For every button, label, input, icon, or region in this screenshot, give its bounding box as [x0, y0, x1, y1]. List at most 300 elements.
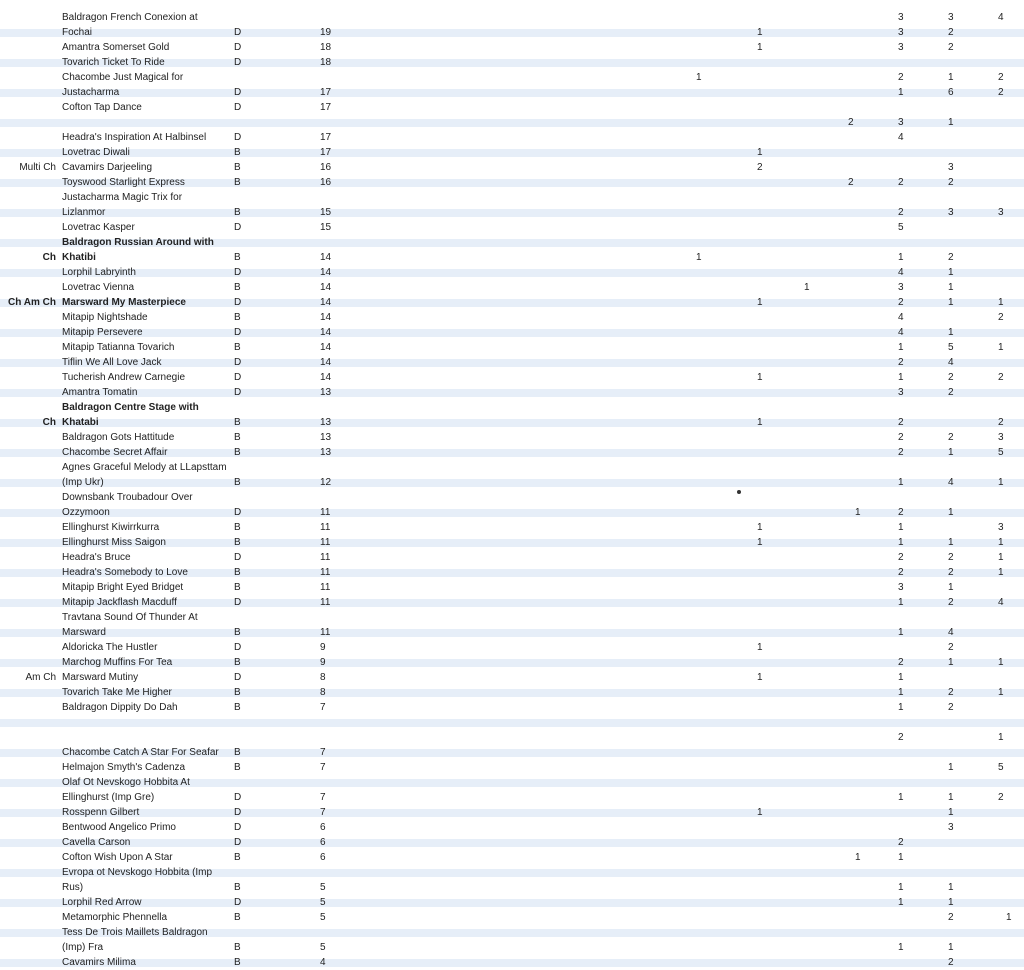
- table-row: [0, 190, 1024, 205]
- sex-cell: D: [234, 267, 242, 278]
- sex-cell: D: [234, 552, 242, 563]
- count-cell-c7: 2: [948, 552, 954, 563]
- count-cell-c7: 2: [948, 957, 954, 968]
- sex-cell: D: [234, 897, 242, 908]
- count-cell-c8: 1: [998, 567, 1004, 578]
- count-cell-c8: 2: [998, 72, 1004, 83]
- table-row: [0, 355, 1024, 370]
- count-cell-c6: 1: [898, 792, 904, 803]
- dog-name-cell: Amantra Somerset Gold: [62, 42, 170, 53]
- sex-cell: B: [234, 702, 241, 713]
- sex-cell: B: [234, 177, 241, 188]
- count-cell-c8: 1: [998, 342, 1004, 353]
- table-row: [0, 940, 1024, 955]
- points-cell: 7: [320, 747, 326, 758]
- count-cell-c6: 1: [898, 87, 904, 98]
- count-cell-c6: 1: [898, 372, 904, 383]
- dog-name-cell: Baldragon French Conexion at: [62, 12, 198, 23]
- count-cell-c6: 1: [898, 897, 904, 908]
- count-cell-c5: 1: [855, 852, 861, 863]
- dog-name-cell: Toyswood Starlight Express: [62, 177, 185, 188]
- table-row: [0, 670, 1024, 685]
- dog-name-cell: Marsward: [62, 627, 106, 638]
- table-row: [0, 700, 1024, 715]
- sex-cell: B: [234, 162, 241, 173]
- sex-cell: B: [234, 252, 241, 263]
- dog-name-cell: (Imp Ukr): [62, 477, 104, 488]
- count-cell-c6: 3: [898, 582, 904, 593]
- sex-cell: B: [234, 912, 241, 923]
- count-cell-c2: 1: [757, 807, 763, 818]
- dog-name-cell: Chacombe Secret Affair: [62, 447, 168, 458]
- sex-cell: B: [234, 312, 241, 323]
- table-row: [0, 175, 1024, 190]
- dog-name-cell: Ellinghurst Kiwirrkurra: [62, 522, 160, 533]
- points-cell: 17: [320, 87, 332, 98]
- table-row: [0, 865, 1024, 880]
- dog-name-cell: Justacharma Magic Trix for: [62, 192, 183, 203]
- count-cell-c6: 2: [898, 432, 904, 443]
- count-cell-c6: 1: [898, 852, 904, 863]
- table-row: [0, 490, 1024, 505]
- points-cell: 14: [320, 297, 332, 308]
- points-cell: 13: [320, 447, 332, 458]
- sex-cell: D: [234, 597, 242, 608]
- count-cell-c7: 1: [948, 282, 954, 293]
- count-cell-c6: 1: [898, 702, 904, 713]
- dog-name-cell: Mitapip Tatianna Tovarich: [62, 342, 175, 353]
- dog-name-cell: Tiflin We All Love Jack: [62, 357, 162, 368]
- table-row: [0, 160, 1024, 175]
- count-cell-c7: 2: [948, 42, 954, 53]
- points-cell: 16: [320, 162, 332, 173]
- count-cell-c6: 1: [898, 672, 904, 683]
- points-cell: 14: [320, 327, 332, 338]
- points-cell: 7: [320, 702, 326, 713]
- points-cell: 5: [320, 912, 326, 923]
- table-row: [0, 145, 1024, 160]
- count-cell-c2: 1: [757, 522, 763, 533]
- count-cell-c7: 2: [948, 702, 954, 713]
- dog-name-cell: Mitapip Bright Eyed Bridget: [62, 582, 184, 593]
- dog-name-cell: Marsward Mutiny: [62, 672, 139, 683]
- dog-name-cell: Aldoricka The Hustler: [62, 642, 158, 653]
- count-cell-c6: 3: [898, 12, 904, 23]
- count-cell-c6: 2: [898, 417, 904, 428]
- table-row: [0, 640, 1024, 655]
- count-cell-c7: 1: [948, 882, 954, 893]
- sex-cell: D: [234, 642, 242, 653]
- dog-name-cell: Headra's Bruce: [62, 552, 131, 563]
- sex-cell: D: [234, 132, 242, 143]
- points-cell: 5: [320, 942, 326, 953]
- count-cell-c7: 1: [948, 942, 954, 953]
- points-cell: 11: [320, 507, 331, 518]
- count-cell-c8: 1: [998, 477, 1004, 488]
- count-cell-c8: 3: [998, 207, 1004, 218]
- table-row: [0, 745, 1024, 760]
- count-cell-c6: 1: [898, 522, 904, 533]
- count-cell-c6: 2: [898, 177, 904, 188]
- sex-cell: D: [234, 807, 242, 818]
- count-cell-c7: 2: [948, 642, 954, 653]
- table-row: [0, 790, 1024, 805]
- count-cell-c6: 2: [898, 297, 904, 308]
- count-cell-c6: 5: [898, 222, 904, 233]
- table-row: [0, 115, 1024, 130]
- sex-cell: D: [234, 102, 242, 113]
- count-cell-c6: 1: [898, 477, 904, 488]
- count-cell-c7: 2: [948, 252, 954, 263]
- count-cell-c8: 5: [998, 447, 1004, 458]
- count-cell-c8: 5: [998, 762, 1004, 773]
- table-row: [0, 655, 1024, 670]
- sex-cell: B: [234, 147, 241, 158]
- dog-name-cell: Khatabi: [62, 417, 99, 428]
- count-cell-c6: 1: [898, 342, 904, 353]
- dog-name-cell: Mitapip Persevere: [62, 327, 143, 338]
- count-cell-c4: 2: [848, 177, 854, 188]
- count-cell-c6: 4: [898, 312, 904, 323]
- table-row: [0, 10, 1024, 25]
- count-cell-c4: 2: [848, 117, 854, 128]
- dog-name-cell: Lovetrac Kasper: [62, 222, 135, 233]
- count-cell-c6: 4: [898, 267, 904, 278]
- points-cell: 5: [320, 897, 326, 908]
- dog-name-cell: (Imp) Fra: [62, 942, 104, 953]
- table-row: [0, 310, 1024, 325]
- table-row: [0, 130, 1024, 145]
- award-title-cell: Multi Ch: [19, 162, 56, 173]
- dog-name-cell: Olaf Ot Nevskogo Hobbita At: [62, 777, 190, 788]
- count-cell-c8: 4: [998, 597, 1004, 608]
- count-cell-c6: 4: [898, 327, 904, 338]
- table-row: [0, 775, 1024, 790]
- points-cell: 12: [320, 477, 332, 488]
- dog-name-cell: Mitapip Jackflash Macduff: [62, 597, 177, 608]
- count-cell-c8: 1: [998, 297, 1004, 308]
- table-row: [0, 910, 1024, 925]
- table-row: [0, 595, 1024, 610]
- count-cell-c9: 1: [1006, 912, 1012, 923]
- count-cell-c6: 3: [898, 42, 904, 53]
- points-cell: 11: [320, 522, 331, 533]
- count-cell-c2: 1: [757, 537, 763, 548]
- count-cell-c7: 6: [948, 87, 954, 98]
- sex-cell: D: [234, 57, 242, 68]
- count-cell-c7: 1: [948, 507, 954, 518]
- table-row: [0, 295, 1024, 310]
- table-row: [0, 730, 1024, 745]
- count-cell-c6: 2: [898, 357, 904, 368]
- sex-cell: B: [234, 657, 241, 668]
- sex-cell: B: [234, 687, 241, 698]
- dog-name-cell: Bentwood Angelico Primo: [62, 822, 176, 833]
- count-cell-c7: 2: [948, 372, 954, 383]
- dog-name-cell: Baldragon Russian Around with: [62, 237, 214, 248]
- count-cell-c7: 5: [948, 342, 954, 353]
- count-cell-c8: 3: [998, 522, 1004, 533]
- count-cell-c3: 1: [804, 282, 810, 293]
- table-row: [0, 685, 1024, 700]
- dog-name-cell: Lorphil Red Arrow: [62, 897, 142, 908]
- points-cell: 19: [320, 27, 332, 38]
- count-cell-c7: 1: [948, 897, 954, 908]
- table-row: [0, 760, 1024, 775]
- points-cell: 14: [320, 372, 332, 383]
- points-cell: 17: [320, 147, 332, 158]
- dog-name-cell: Baldragon Dippity Do Dah: [62, 702, 178, 713]
- points-cell: 14: [320, 312, 332, 323]
- sex-cell: B: [234, 582, 241, 593]
- points-cell: 8: [320, 672, 326, 683]
- points-cell: 7: [320, 762, 326, 773]
- count-cell-c7: 3: [948, 207, 954, 218]
- table-row: [0, 460, 1024, 475]
- dog-name-cell: Justacharma: [62, 87, 120, 98]
- points-cell: 18: [320, 42, 332, 53]
- points-cell: 11: [320, 567, 331, 578]
- count-cell-c6: 2: [898, 657, 904, 668]
- count-cell-c7: 1: [948, 792, 954, 803]
- count-cell-c5: 1: [855, 507, 861, 518]
- count-cell-c6: 3: [898, 387, 904, 398]
- sex-cell: D: [234, 507, 242, 518]
- count-cell-c7: 1: [948, 327, 954, 338]
- sex-cell: B: [234, 342, 241, 353]
- count-cell-c2: 1: [757, 42, 763, 53]
- count-cell-c8: 3: [998, 432, 1004, 443]
- count-cell-c7: 3: [948, 12, 954, 23]
- count-cell-c8: 1: [998, 657, 1004, 668]
- count-cell-c7: 1: [948, 447, 954, 458]
- count-cell-c2: 1: [757, 147, 763, 158]
- count-cell-c7: 1: [948, 297, 954, 308]
- count-cell-c8: 4: [998, 12, 1004, 23]
- points-cell: 6: [320, 822, 326, 833]
- sex-cell: D: [234, 837, 242, 848]
- table-row: [0, 565, 1024, 580]
- sex-cell: B: [234, 882, 241, 893]
- table-row: [0, 205, 1024, 220]
- points-cell: 14: [320, 357, 332, 368]
- dog-name-cell: Amantra Tomatin: [62, 387, 138, 398]
- points-cell: 6: [320, 852, 326, 863]
- sex-cell: D: [234, 297, 242, 308]
- sex-cell: B: [234, 417, 241, 428]
- points-cell: 11: [320, 537, 331, 548]
- count-cell-c7: 4: [948, 357, 954, 368]
- dog-name-cell: Khatibi: [62, 252, 96, 263]
- dog-name-cell: Tovarich Ticket To Ride: [62, 57, 165, 68]
- table-row: [0, 505, 1024, 520]
- points-cell: 13: [320, 387, 332, 398]
- dog-name-cell: Cofton Tap Dance: [62, 102, 142, 113]
- count-cell-c6: 3: [898, 117, 904, 128]
- count-cell-c8: 2: [998, 372, 1004, 383]
- points-cell: 16: [320, 177, 332, 188]
- count-cell-c2: 1: [757, 27, 763, 38]
- count-cell-c7: 1: [948, 267, 954, 278]
- sex-cell: B: [234, 627, 241, 638]
- dog-name-cell: Rosspenn Gilbert: [62, 807, 140, 818]
- table-row: [0, 580, 1024, 595]
- dog-name-cell: Mitapip Nightshade: [62, 312, 148, 323]
- sex-cell: B: [234, 567, 241, 578]
- points-cell: 15: [320, 207, 332, 218]
- dog-name-cell: Ellinghurst Miss Saigon: [62, 537, 166, 548]
- count-cell-c2: 1: [757, 642, 763, 653]
- points-cell: 17: [320, 132, 332, 143]
- count-cell-c6: 1: [898, 597, 904, 608]
- sex-cell: D: [234, 672, 242, 683]
- dog-name-cell: Tucherish Andrew Carnegie: [62, 372, 186, 383]
- points-cell: 14: [320, 267, 332, 278]
- count-cell-c2: 1: [757, 672, 763, 683]
- points-cell: 11: [320, 582, 331, 593]
- table-row: [0, 475, 1024, 490]
- dog-name-cell: Lizlanmor: [62, 207, 106, 218]
- count-cell-c1: 1: [696, 72, 702, 83]
- count-cell-c6: 2: [898, 567, 904, 578]
- points-cell: 17: [320, 102, 332, 113]
- dog-name-cell: Helmajon Smyth's Cadenza: [62, 762, 186, 773]
- count-cell-c8: 2: [998, 87, 1004, 98]
- sex-cell: B: [234, 747, 241, 758]
- count-cell-c7: 2: [948, 597, 954, 608]
- table-row: [0, 25, 1024, 40]
- table-row: [0, 265, 1024, 280]
- table-row: [0, 40, 1024, 55]
- count-cell-c7: 1: [948, 657, 954, 668]
- dog-name-cell: Agnes Graceful Melody at LLapsttam: [62, 462, 227, 473]
- points-cell: 4: [320, 957, 326, 968]
- sex-cell: D: [234, 222, 242, 233]
- count-cell-c7: 2: [948, 567, 954, 578]
- count-cell-c7: 1: [948, 582, 954, 593]
- sex-cell: D: [234, 42, 242, 53]
- count-cell-c7: 1: [948, 117, 954, 128]
- count-cell-c7: 2: [948, 687, 954, 698]
- count-cell-c2: 1: [757, 372, 763, 383]
- points-cell: 14: [320, 252, 332, 263]
- table-row: [0, 835, 1024, 850]
- sex-cell: D: [234, 327, 242, 338]
- table-row: [0, 220, 1024, 235]
- table-row: [0, 340, 1024, 355]
- points-cell: 18: [320, 57, 332, 68]
- count-cell-c6: 1: [898, 882, 904, 893]
- dog-name-cell: Cavella Carson: [62, 837, 131, 848]
- dog-name-cell: Baldragon Gots Hattitude: [62, 432, 175, 443]
- table-row: [0, 430, 1024, 445]
- dog-name-cell: Baldragon Centre Stage with: [62, 402, 199, 413]
- count-cell-c6: 4: [898, 132, 904, 143]
- points-cell: 15: [320, 222, 332, 233]
- sex-cell: B: [234, 537, 241, 548]
- table-row: [0, 820, 1024, 835]
- points-cell: 11: [320, 552, 331, 563]
- count-cell-c7: 2: [948, 27, 954, 38]
- table-row: [0, 925, 1024, 940]
- table-row: [0, 55, 1024, 70]
- sex-cell: D: [234, 792, 242, 803]
- count-cell-c6: 3: [898, 282, 904, 293]
- count-cell-c2: 1: [757, 417, 763, 428]
- count-cell-c7: 2: [948, 432, 954, 443]
- points-cell: 14: [320, 282, 332, 293]
- points-cell: 8: [320, 687, 326, 698]
- count-cell-c7: 2: [948, 912, 954, 923]
- count-cell-c6: 2: [898, 447, 904, 458]
- count-cell-c7: 1: [948, 537, 954, 548]
- dog-name-cell: Rus): [62, 882, 84, 893]
- table-row: [0, 895, 1024, 910]
- dog-name-cell: Lovetrac Diwali: [62, 147, 130, 158]
- count-cell-c1: 1: [696, 252, 702, 263]
- sex-cell: D: [234, 372, 242, 383]
- table-row: [0, 70, 1024, 85]
- dog-name-cell: Cofton Wish Upon A Star: [62, 852, 173, 863]
- dog-name-cell: Chacombe Catch A Star For Seafar: [62, 747, 219, 758]
- dog-name-cell: Ellinghurst (Imp Gre): [62, 792, 155, 803]
- sex-cell: B: [234, 942, 241, 953]
- award-title-cell: Ch: [42, 252, 56, 263]
- dog-name-cell: Metamorphic Phennella: [62, 912, 168, 923]
- count-cell-c6: 1: [898, 942, 904, 953]
- table-row: [0, 370, 1024, 385]
- dog-name-cell: Tess De Trois Maillets Baldragon: [62, 927, 208, 938]
- count-cell-c8: 2: [998, 417, 1004, 428]
- dog-name-cell: Marsward My Masterpiece: [62, 297, 186, 308]
- table-row: [0, 85, 1024, 100]
- table-row: [0, 880, 1024, 895]
- sex-cell: B: [234, 477, 241, 488]
- table-row: [0, 535, 1024, 550]
- table-row: [0, 610, 1024, 625]
- count-cell-c7: 3: [948, 822, 954, 833]
- points-cell: 9: [320, 657, 326, 668]
- count-cell-c6: 3: [898, 27, 904, 38]
- count-cell-c6: 1: [898, 252, 904, 263]
- table-row: [0, 805, 1024, 820]
- points-cell: 5: [320, 882, 326, 893]
- count-cell-c7: 1: [948, 72, 954, 83]
- table-row: [0, 100, 1024, 115]
- dog-name-cell: Evropa ot Nevskogo Hobbita (Imp: [62, 867, 213, 878]
- dog-name-cell: Travtana Sound Of Thunder At: [62, 612, 198, 623]
- dog-name-cell: Headra's Inspiration At Halbinsel: [62, 132, 207, 143]
- dog-name-cell: Lorphil Labryinth: [62, 267, 136, 278]
- count-cell-c8: 2: [998, 792, 1004, 803]
- count-cell-c6: 1: [898, 627, 904, 638]
- award-title-cell: Ch Am Ch: [8, 297, 56, 308]
- count-cell-c2: 2: [757, 162, 763, 173]
- count-cell-c6: 2: [898, 507, 904, 518]
- sex-cell: D: [234, 27, 242, 38]
- dog-name-cell: Fochai: [62, 27, 93, 38]
- count-cell-c7: 2: [948, 387, 954, 398]
- dog-name-cell: Ozzymoon: [62, 507, 110, 518]
- sex-cell: B: [234, 207, 241, 218]
- table-row: [0, 325, 1024, 340]
- sex-cell: B: [234, 432, 241, 443]
- dog-name-cell: Marchog Muffins For Tea: [62, 657, 173, 668]
- count-cell-c8: 1: [998, 687, 1004, 698]
- count-cell-c6: 2: [898, 552, 904, 563]
- count-cell-c2: 1: [757, 297, 763, 308]
- dog-name-cell: Chacombe Just Magical for: [62, 72, 184, 83]
